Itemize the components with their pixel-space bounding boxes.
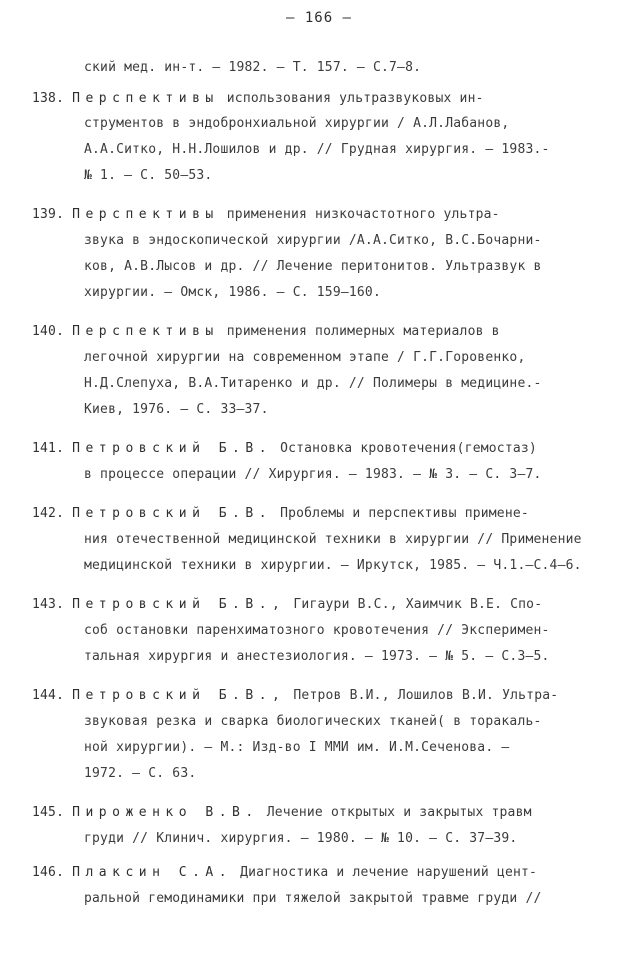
entry-number: 144. (32, 688, 65, 703)
entry-author: Перспективы (72, 324, 219, 339)
entry-text: использования ультразвуковых ин- (226, 91, 484, 106)
entry-139-line2: звука в эндоскопической хирургии /А.А.Ситко, В.С.Бочарни- (84, 233, 542, 248)
entry-145-line2: груди // Клинич. хирургия. – 1980. – № 10. – С. 37–39. (84, 831, 518, 846)
entry-number: 145. (32, 805, 65, 820)
entry-text: применения низкочастотного ультра- (226, 207, 500, 222)
entry-138-line1 (32, 90, 484, 108)
entry-author: Петровский Б.В., (72, 688, 286, 703)
entry-author: Перспективы (72, 91, 219, 106)
entry-text: Гигаури В.С., Хаимчик В.Е. Спо- (293, 597, 543, 612)
entry-144-line1 (32, 687, 558, 705)
entry-text: Остановка кровотечения(гемостаз) (280, 441, 537, 456)
entry-143-line3: тальная хирургия и анестезиология. – 1973. – № 5. – С.3–5. (84, 649, 550, 664)
entry-author: Петровский Б.В. (72, 441, 273, 456)
entry-author: Плаксин С.А. (72, 865, 233, 880)
entry-140-line4: Киев, 1976. – С. 33–37. (84, 402, 269, 417)
entry-139-line1 (32, 206, 500, 224)
entry-143-line2: соб остановки паренхиматозного кровотечения // Эксперимен- (84, 623, 550, 638)
entry-138-line2: струментов в эндобронхиальной хирургии / А.Л.Лабанов, (84, 116, 510, 131)
entry-140-line2: легочной хирургии на современном этапе / Г.Г.Горовенко, (84, 350, 526, 365)
entry-number: 146. (32, 865, 65, 880)
entry-145-line1 (32, 804, 532, 822)
entry-141-line2: в процессе операции // Хирургия. – 1983. – № 3. – С. 3–7. (84, 467, 542, 482)
entry-142-line1 (32, 505, 529, 523)
entry-140-line1 (32, 323, 500, 341)
entry-144-line4: 1972. – С. 63. (84, 766, 197, 781)
entry-146-line2: ральной гемодинамики при тяжелой закрытой травме груди // (84, 891, 542, 906)
entry-number: 138. (32, 91, 65, 106)
continuation-line: ский мед. ин-т. – 1982. – Т. 157. – С.7–8. (84, 60, 422, 75)
entry-text: Проблемы и перспективы примене- (280, 506, 529, 521)
entry-142-line3: медицинской техники в хирургии. – Иркутск, 1985. – Ч.1.–С.4–6. (84, 558, 582, 573)
entry-number: 143. (32, 597, 65, 612)
entry-author: Пироженко В.В. (72, 805, 259, 820)
entry-139-line3: ков, А.В.Лысов и др. // Лечение перитонитов. Ультразвук в (84, 259, 542, 274)
entry-text: Петров В.И., Лошилов В.И. Ультра- (293, 688, 559, 703)
entry-140-line3: Н.Д.Слепуха, В.А.Титаренко и др. // Полимеры в медицине.- (84, 376, 542, 391)
entry-144-line2: звуковая резка и сварка биологических тканей( в торакаль- (84, 714, 542, 729)
entry-author: Петровский Б.В. (72, 506, 273, 521)
entry-142-line2: ния отечественной медицинской техники в хирургии // Применение (84, 532, 582, 547)
page-number: – 166 – (285, 10, 352, 26)
entry-author: Перспективы (72, 207, 219, 222)
entry-138-line4: № 1. – С. 50–53. (84, 168, 213, 183)
entry-author: Петровский Б.В., (72, 597, 286, 612)
entry-143-line1 (32, 596, 542, 614)
entry-146-line1 (32, 864, 537, 882)
entry-141-line1 (32, 440, 537, 458)
entry-number: 139. (32, 207, 65, 222)
entry-number: 141. (32, 441, 65, 456)
entry-text: Лечение открытых и закрытых травм (266, 805, 532, 820)
entry-138-line3: А.А.Ситко, Н.Н.Лошилов и др. // Грудная хирургия. – 1983.- (84, 142, 550, 157)
entry-144-line3: ной хирургии). – М.: Изд-во I ММИ им. И.М.Сеченова. – (84, 740, 510, 755)
entry-number: 140. (32, 324, 65, 339)
entry-139-line4: хирургии. – Омск, 1986. – С. 159–160. (84, 285, 381, 300)
entry-text: применения полимерных материалов в (226, 324, 500, 339)
entry-number: 142. (32, 506, 65, 521)
entry-text: Диагностика и лечение нарушений цент- (240, 865, 538, 880)
